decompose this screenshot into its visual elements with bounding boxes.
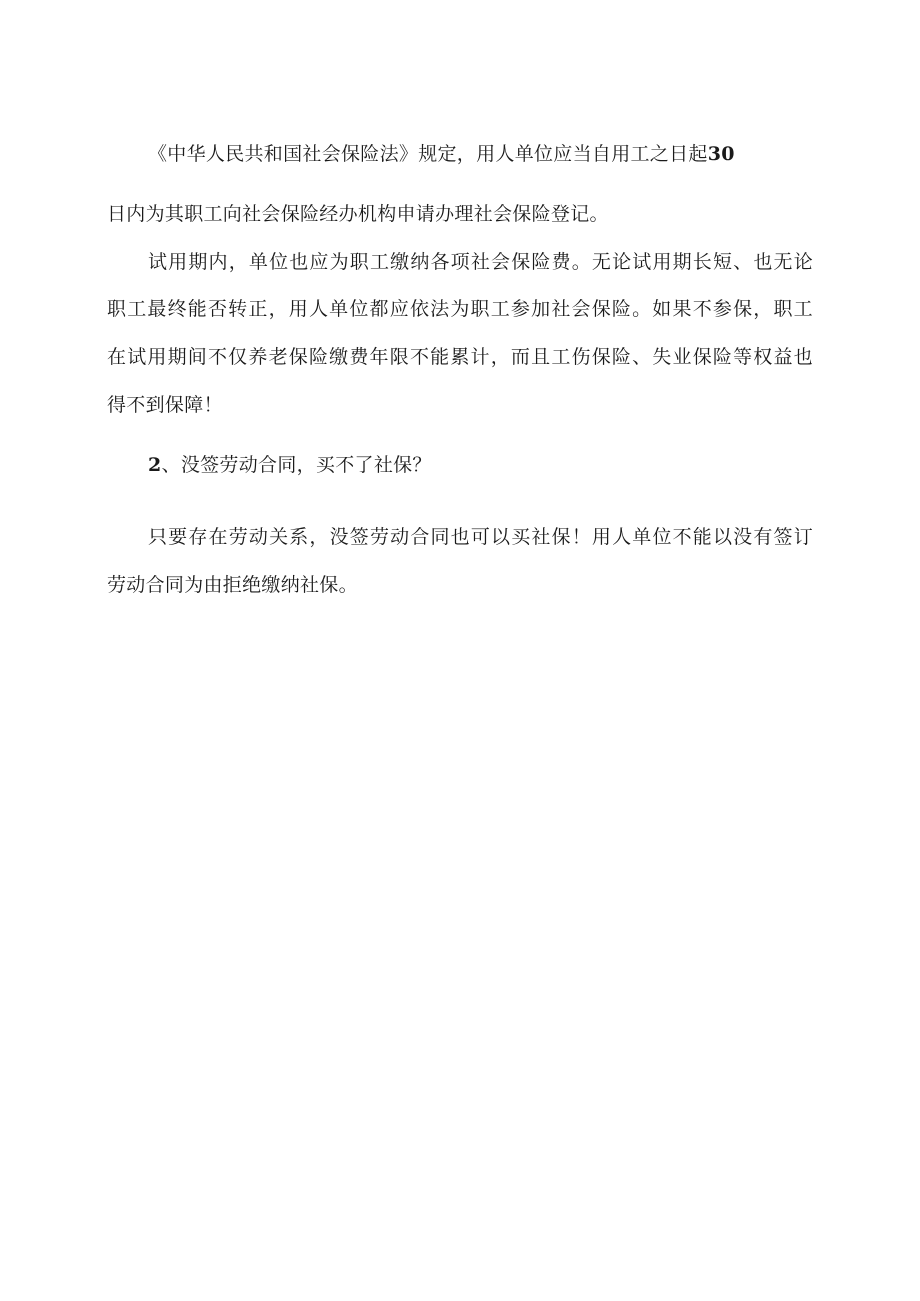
section-heading-number: 2 [148,454,162,476]
paragraph-2-line-2: 职工最终能否转正，用人单位都应依法为职工参加社会保险。如果不参保，职工 [107,298,813,320]
section-heading-text: 、没签劳动合同，买不了社保？ [161,454,432,476]
paragraph-3-line-2: 劳动合同为由拒绝缴纳社保。 [107,574,358,596]
section-heading [148,452,813,478]
paragraph-1-text: 《中华人民共和国社会保险法》规定，用人单位应当自用工之日起 [148,143,708,165]
paragraph-2-line-1: 试用期内，单位也应为职工缴纳各项社会保险费。无论试用期长短、也无论 [148,251,813,273]
paragraph-1-number: 30 [707,143,735,165]
paragraph-1-line-2: 日内为其职工向社会保险经办机构申请办理社会保险登记。 [107,203,609,225]
paragraph-1-line-1 [148,141,813,167]
paragraph-2-line-3: 在试用期间不仅养老保险缴费年限不能累计，而且工伤保险、失业保险等权益也 [107,346,813,368]
paragraph-3-line-1: 只要存在劳动关系，没签劳动合同也可以买社保！用人单位不能以没有签订 [148,526,813,548]
paragraph-2-line-4: 得不到保障！ [107,394,223,416]
